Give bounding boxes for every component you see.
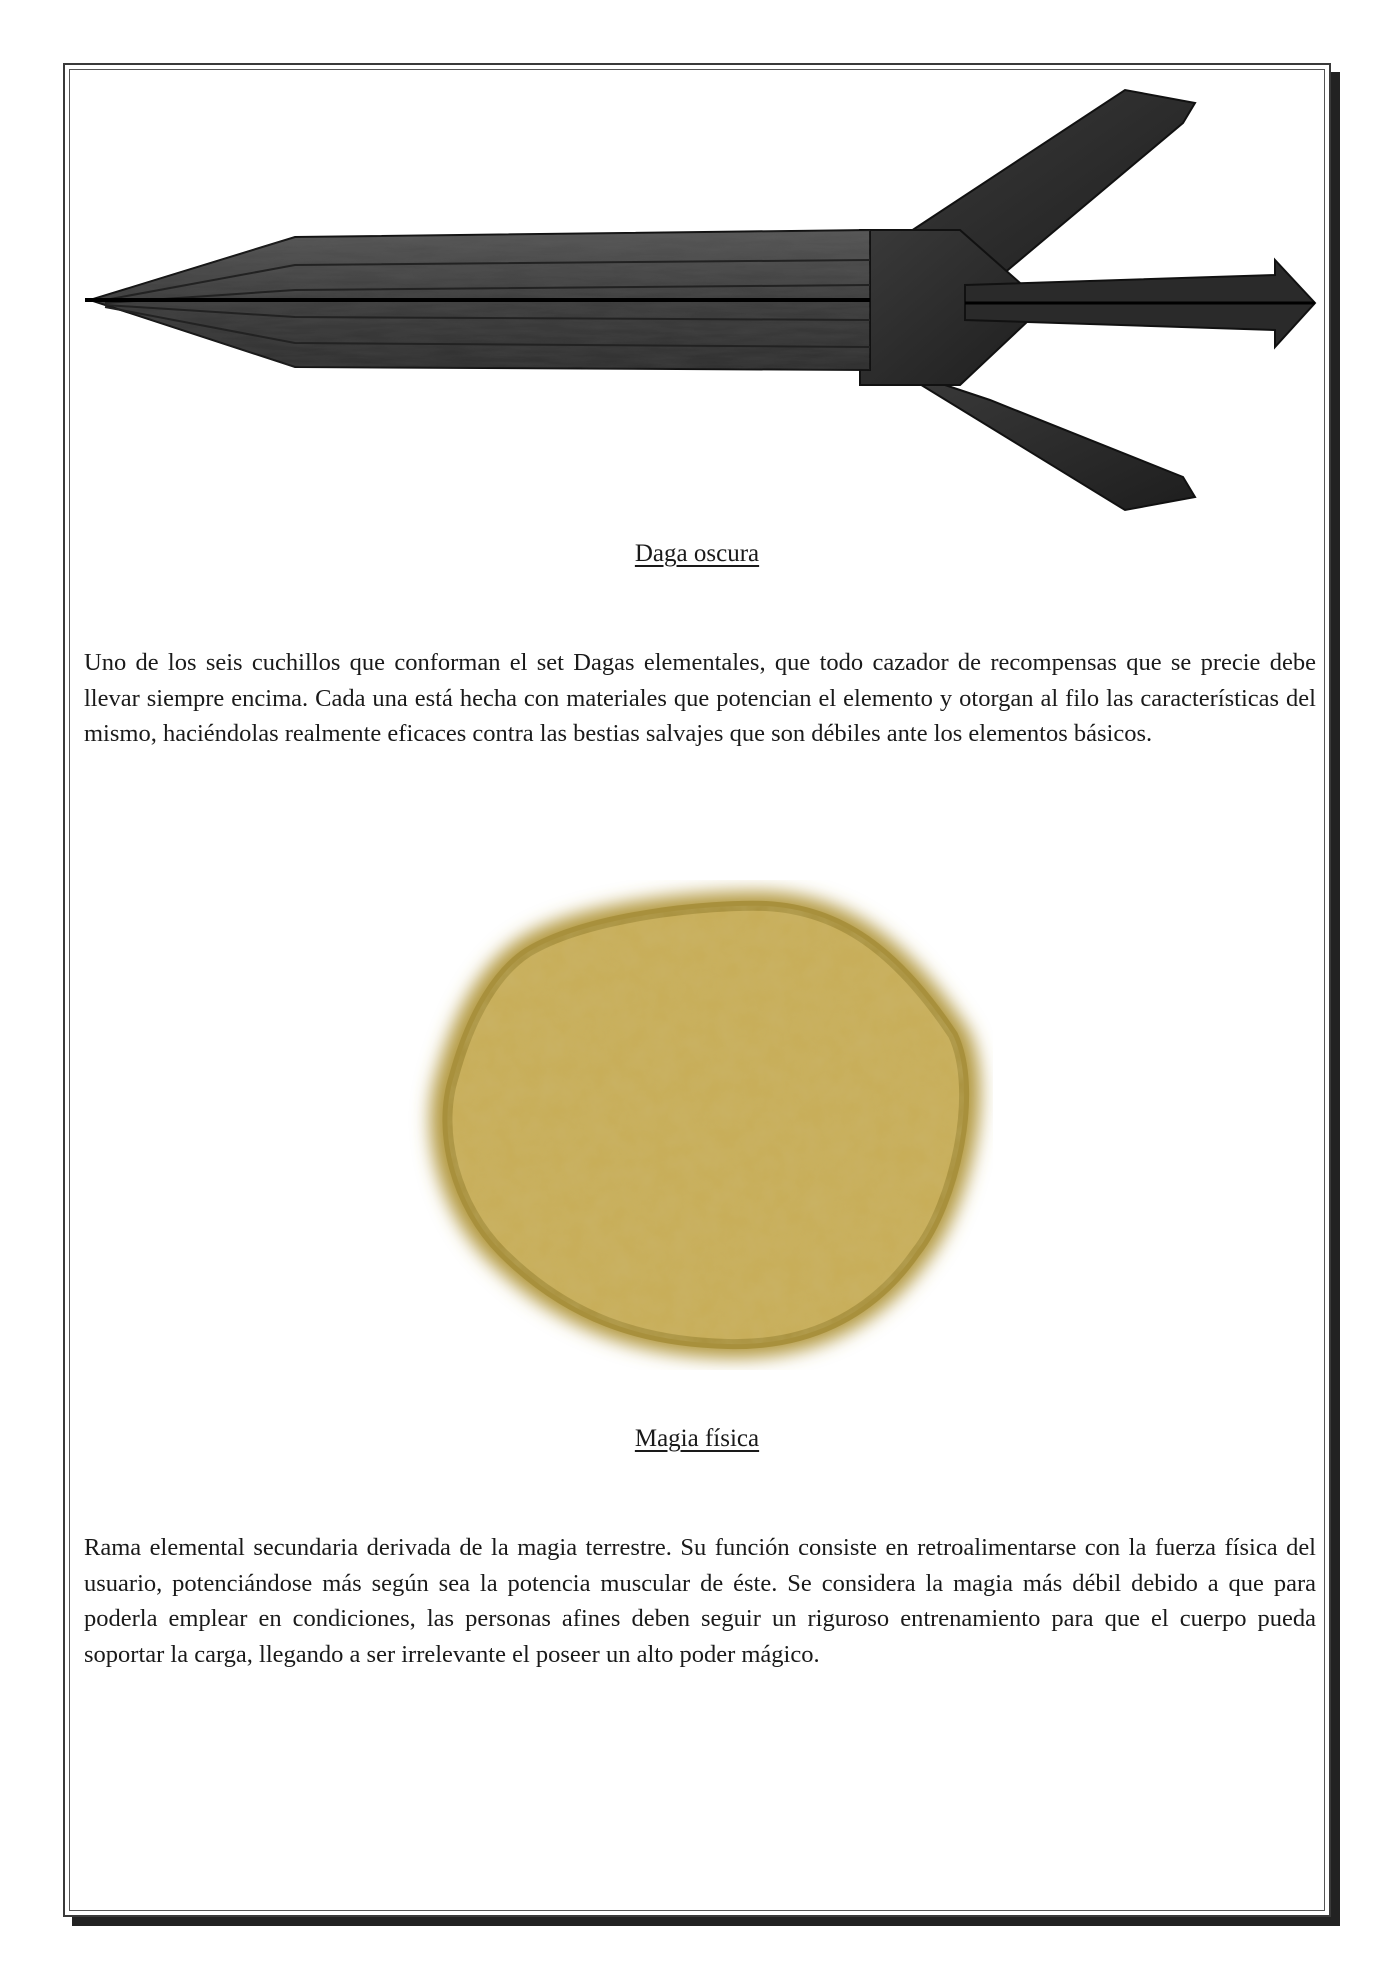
dark-dagger-caption: Daga oscura (634, 540, 760, 567)
physical-magic-caption: Magia física (634, 1425, 760, 1452)
physical-magic-illustration (408, 880, 993, 1370)
dagger-lower-prong (905, 375, 1195, 510)
physical-magic-description: Rama elemental secundaria derivada de la magia terrestre. Su función consiste en retroalimentarse con la fuerza física del usuario, potenciándose más según sea la potencia muscular de éste. Se considera la magia más débil debido a que para poderla emplear en condiciones, las personas afines deben seguir un riguroso entrenamiento para que el cuerpo pueda soportar la carga, llegando a ser irrelevante el poseer un alto poder mágico. (84, 1534, 1316, 1668)
dagger-svg (85, 85, 1320, 520)
magic-blob-svg (408, 880, 993, 1370)
dark-dagger-description: Uno de los seis cuchillos que conforman el set Dagas elementales, que todo cazador de recompensas que se precie debe llevar siempre encima. Cada una está hecha con materiales que potencian el elemento y otorgan al filo las características del mismo, haciéndolas realmente eficaces contra las bestias salvajes que son débiles ante los elementos básicos. (84, 649, 1316, 747)
dark-dagger-illustration (85, 85, 1320, 520)
